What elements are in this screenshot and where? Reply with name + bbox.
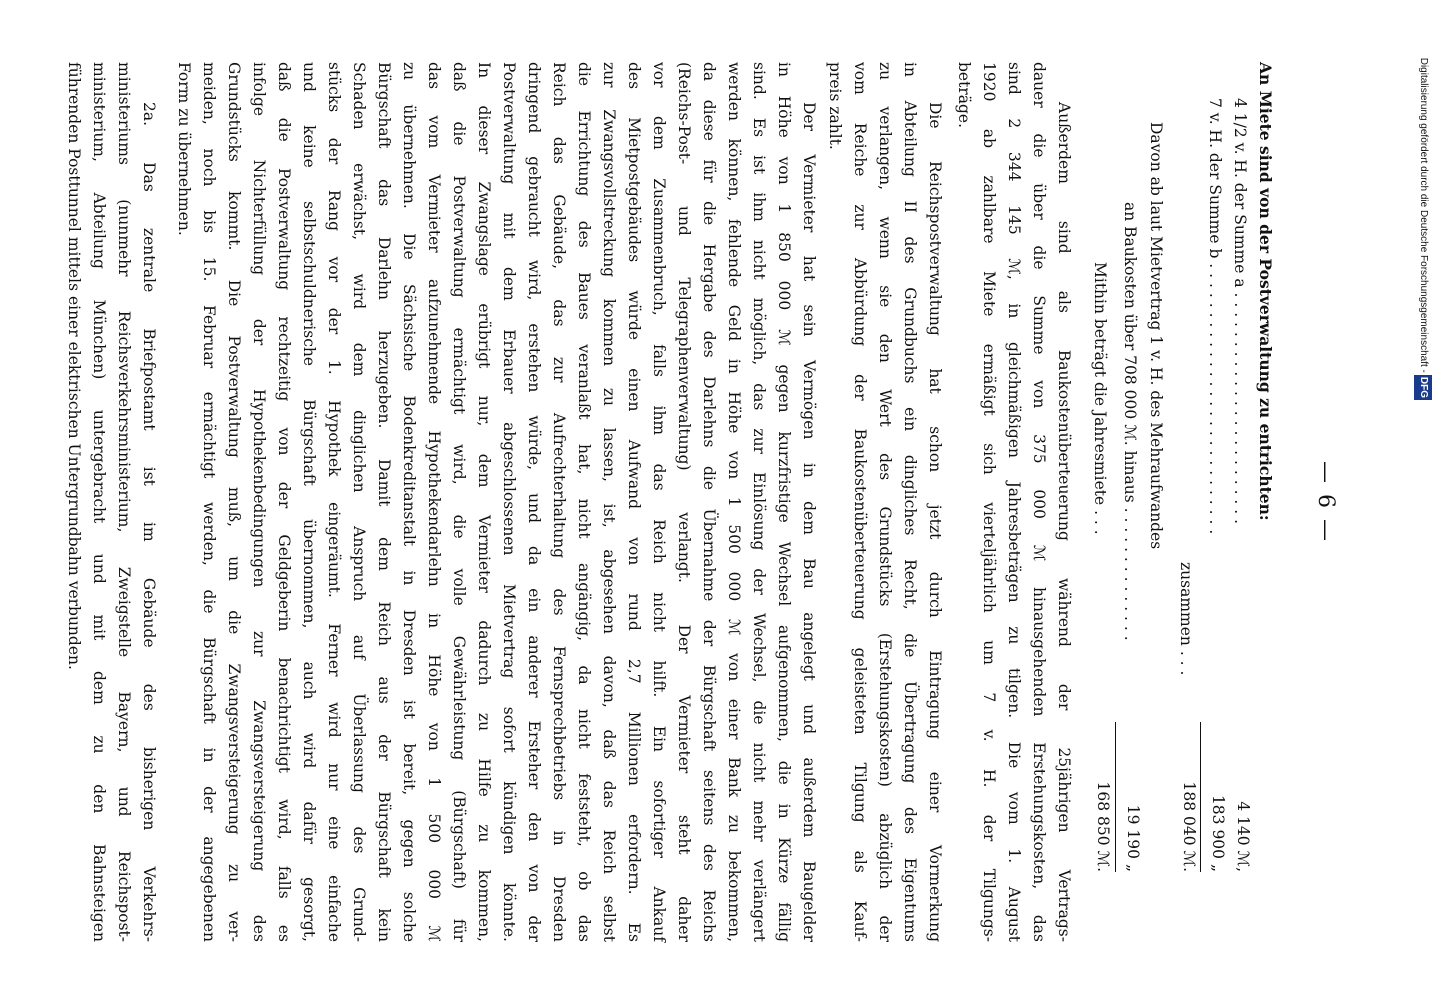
text-line: Außerdem sind als Baukostenüberteuerung während der 25jährigen Vertrags- bbox=[1055, 102, 1073, 942]
dfg-logo: DFG bbox=[1414, 375, 1432, 400]
text-line: führenden Posttunnel mittels einer elektrischen Untergrundbahn verbunden. bbox=[65, 62, 83, 670]
total-label: zusammen . . . bbox=[1177, 562, 1195, 676]
result-label: Mithin beträgt die Jahresmiete . . . bbox=[1091, 262, 1109, 535]
text-line: Grundstücks kommt. Die Postverwaltung muß, um die Zwangsversteigerung zu ver- bbox=[225, 62, 243, 942]
sum-rule-1 bbox=[1200, 722, 1201, 872]
text-line: daß die Postverwaltung rechtzeitig von der Geldgeberin benachrichtigt wird, falls es bbox=[275, 62, 293, 942]
text-line: vor dem Zusammenbruch, falls ihm das Reich nicht hilft. Ein sofortiger Ankauf bbox=[650, 62, 668, 942]
rent-line-b: 7 v. H. der Summe b . . . . . . . . . . . . . . . . . . . . . . . . . . . . bbox=[1206, 98, 1224, 535]
deduction-amount: 19 190 „ bbox=[1124, 804, 1142, 872]
text-line: zu verlangen, wenn sie den Wert des Grundstücks (Erstehungskosten) abzüglich der bbox=[876, 62, 894, 942]
text-line: in Höhe von 1 850 000 ℳ gegen kurzfristige Wechsel aufgenommen, die in Kürze fällig bbox=[775, 62, 793, 942]
text-line: in Abteilung II des Grundbuchs ein dingliches Recht, die Übertragung des Eigentums bbox=[901, 62, 919, 942]
text-line: vom Reiche zur Abbürdung der Baukostenüberteuerung geleisteten Tilgung als Kauf- bbox=[851, 62, 869, 942]
text-line: das vom Vermieter aufzunehmende Hypothekendarlehn in Höhe von 1 500 000 ℳ bbox=[425, 62, 443, 942]
rotated-page bbox=[65, 62, 1338, 942]
total-amount: 188 040 ℳ. bbox=[1180, 781, 1198, 872]
paragraph-2 bbox=[822, 62, 947, 942]
text-line: meiden, noch bis 15. Februar ermächtigt werden, die Bürgschaft in der angegebenen bbox=[200, 62, 218, 942]
digitization-credit bbox=[1414, 10, 1434, 400]
text-line: infolge Nichterfüllung der Hypothekenbedingungen zur Zwangsversteigerung des bbox=[250, 62, 268, 942]
rent-heading: An Miete sind von der Postverwaltung zu entrichten: bbox=[1256, 62, 1275, 521]
paragraph-1 bbox=[951, 62, 1076, 942]
text-line: preis zahlt. bbox=[826, 62, 844, 150]
text-line: ministeriums (nunmehr Reichsverkehrsministerium, Zweigstelle Bayern, und Reichspost- bbox=[115, 62, 133, 942]
rent-line-a: 4 1/2 v. H. der Summe a . . . . . . . . . . . . . . . . . . . . . . . . bbox=[1231, 98, 1249, 525]
text-line: (Reichs-Post- und Telegraphenverwaltung) verlangt. Der Vermieter steht daher bbox=[675, 62, 693, 942]
text-line: die Errichtung des Baues veranlaßt hat, nicht angängig, da nicht feststeht, ob das bbox=[575, 62, 593, 942]
text-line: des Mietpostgebäudes würde einen Aufwand von rund 2,7 Millionen erfordern. Es bbox=[625, 62, 643, 942]
text-line: Form zu übernehmen. bbox=[175, 62, 193, 236]
rent-amount-b: 183 900 „ bbox=[1209, 794, 1227, 872]
deduction-line-2: an Baukosten über 708 000 ℳ. hinaus . . . . . . . . . . . . . . bbox=[1121, 202, 1139, 641]
text-line: Der Vermieter hat sein Vermögen in dem Bau angelegt und außerdem Baugelder bbox=[800, 102, 818, 942]
deduction-line-1: Davon ab laut Mietvertrag 1 v. H. des Mehraufwandes bbox=[1147, 122, 1165, 550]
sum-rule-2 bbox=[1115, 722, 1116, 872]
rent-amount-a: 4 140 ℳ, bbox=[1234, 801, 1252, 872]
text-line: zur Zwangsvollstreckung kommen zu lassen, ist, abgesehen davon, daß das Reich selbst bbox=[600, 62, 618, 942]
text-line: da diese für die Hergabe des Darlehns die Übernahme der Bürgschaft seitens des Reichs bbox=[700, 62, 718, 942]
text-line: Postverwaltung mit dem Erbauer abgeschlossenen Mietvertrag sofort kündigen könnte. bbox=[500, 62, 518, 942]
text-line: und keine selbstschuldnerische Bürgschaft übernommen, auch wird dafür gesorgt, bbox=[300, 62, 318, 942]
text-line: 1920 ab zahlbare Miete ermäßigt sich vierteljährlich um 7 v. H. der Tilgungs- bbox=[980, 62, 998, 942]
text-line: sind 2 344 145 ℳ, in gleichmäßigen Jahresbeträgen zu tilgen. Die vom 1. August bbox=[1005, 62, 1023, 942]
credit-text: Digitalisierung gefördert durch die Deutsche Forschungsgemeinschaft - bbox=[1418, 57, 1429, 373]
text-line: Schaden erwächst, wird dem dinglichen Anspruch auf Überlassung des Grund- bbox=[350, 62, 368, 942]
text-line: Bürgschaft das Darlehn herzugeben. Damit dem Reich aus der Bürgschaft kein bbox=[375, 62, 393, 942]
paragraph-3 bbox=[171, 62, 821, 942]
text-line: dauer die über die Summe von 375 000 ℳ hinausgehenden Erstehungskosten, das bbox=[1030, 62, 1048, 942]
text-line: stücks der Rang vor der 1. Hypothek eingeräumt. Ferner wird nur eine einfache bbox=[325, 62, 343, 942]
text-line: werden können, fehlende Geld in Höhe von 1 500 000 ℳ von einer Bank zu bekommen, bbox=[725, 62, 743, 942]
text-line: 2a. Das zentrale Briefpostamt ist im Gebäude des bisherigen Verkehrs- bbox=[140, 102, 158, 942]
text-line: ministerium, Abteilung München) untergebracht und mit dem zu den Bahnsteigen bbox=[90, 62, 108, 942]
text-line: zu übernehmen. Die Sächsische Bodenkreditanstalt in Dresden ist bereit, gegen solche bbox=[400, 62, 418, 942]
paragraph-4 bbox=[61, 62, 161, 942]
result-amount: 168 850 ℳ. bbox=[1094, 781, 1112, 872]
page-header: — 6 — bbox=[1313, 461, 1338, 543]
text-line: beträge. bbox=[955, 62, 973, 128]
text-line: Die Reichspostverwaltung hat schon jetzt durch Eintragung einer Vormerkung bbox=[926, 102, 944, 942]
text-line: dringend gebraucht wird, erstehen würde, und da ein anderer Ersteher den von der bbox=[525, 62, 543, 942]
text-line: In dieser Zwangslage erübrigt nur, dem Vermieter dadurch zu Hilfe zu kommen, bbox=[475, 62, 493, 942]
text-line: daß die Postverwaltung ermächtigt wird, die volle Gewährleistung (Bürgschaft) für bbox=[450, 62, 468, 942]
text-line: Reich das Gebäude, das zur Aufrechterhaltung des Fernsprechbetriebs in Dresden bbox=[550, 62, 568, 942]
text-line: sind. Es ist ihm nicht möglich, das zur Einlösung der Wechsel, die nicht mehr verlängert bbox=[750, 62, 768, 942]
